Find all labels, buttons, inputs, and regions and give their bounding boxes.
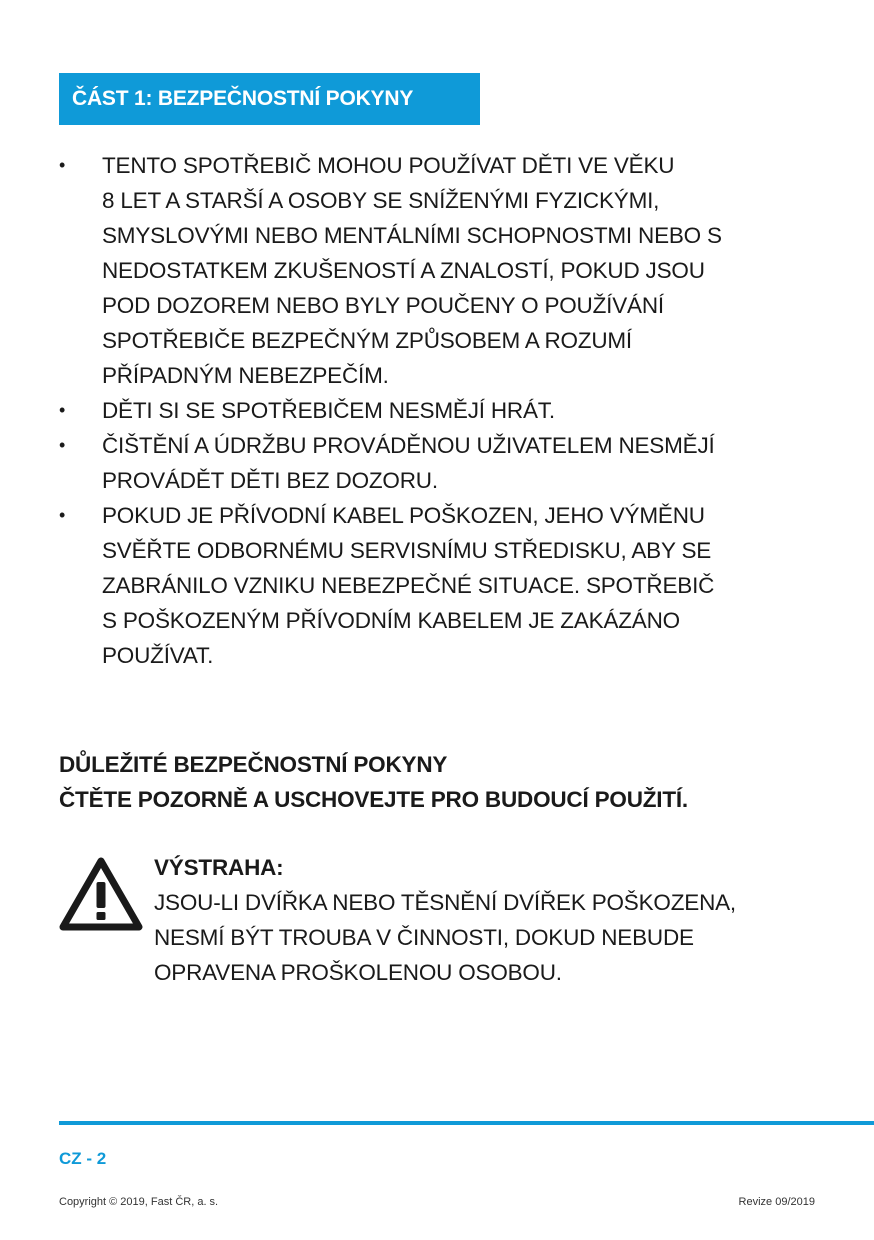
bullet-marker: • [59,505,66,525]
bullet-item [59,393,849,428]
safety-bullet-list [59,148,849,673]
warning-block [154,850,854,990]
important-line-1: DŮLEŽITÉ BEZPEČNOSTNÍ POKYNY [59,752,448,777]
bullet-line: PROVÁDĚT DĚTI BEZ DOZORU. [102,468,438,493]
warning-triangle-icon [59,857,143,931]
bullet-line: PŘÍPADNÝM NEBEZPEČÍM. [102,363,389,388]
important-line-2: ČTĚTE POZORNĚ A USCHOVEJTE PRO BUDOUCÍ POUŽITÍ. [59,787,688,812]
bullet-line: POKUD JE PŘÍVODNÍ KABEL POŠKOZEN, JEHO VÝMĚNU [102,503,705,528]
revision-text: Revize 09/2019 [738,1196,815,1208]
warning-title: VÝSTRAHA: [154,855,284,880]
bullet-line: DĚTI SI SE SPOTŘEBIČEM NESMĚJÍ HRÁT. [102,398,555,423]
bullet-line: NEDOSTATKEM ZKUŠENOSTÍ A ZNALOSTÍ, POKUD JSOU [102,258,705,283]
bullet-line: SMYSLOVÝMI NEBO MENTÁLNÍMI SCHOPNOSTMI NEBO S [102,223,722,248]
bullet-line: SPOTŘEBIČE BEZPEČNÝM ZPŮSOBEM A ROZUMÍ [102,328,632,353]
copyright-text: Copyright © 2019, Fast ČR, a. s. [59,1196,219,1208]
bullet-line: 8 LET A STARŠÍ A OSOBY SE SNÍŽENÝMI FYZICKÝMI, [102,188,660,213]
bullet-marker: • [59,435,66,455]
bullet-line: ČIŠTĚNÍ A ÚDRŽBU PROVÁDĚNOU UŽIVATELEM NESMĚJÍ [102,433,715,458]
footer-divider [59,1121,874,1125]
bullet-line: S POŠKOZENÝM PŘÍVODNÍM KABELEM JE ZAKÁZÁNO [102,608,680,633]
warning-line: JSOU-LI DVÍŘKA NEBO TĚSNĚNÍ DVÍŘEK POŠKOZENA, [154,890,736,915]
bullet-item [59,148,849,393]
bullet-marker: • [59,400,66,420]
section-title: ČÁST 1: BEZPEČNOSTNÍ POKYNY [59,73,480,125]
bullet-line: POD DOZOREM NEBO BYLY POUČENY O POUŽÍVÁNÍ [102,293,664,318]
bullet-item [59,428,849,498]
important-heading [59,747,859,817]
warning-line: NESMÍ BÝT TROUBA V ČINNOSTI, DOKUD NEBUDE [154,925,694,950]
bullet-item [59,498,849,673]
bullet-marker: • [59,155,66,175]
bullet-line: SVĚŘTE ODBORNÉMU SERVISNÍMU STŘEDISKU, ABY SE [102,538,712,563]
page-number: CZ - 2 [59,1149,107,1168]
bullet-line: POUŽÍVAT. [102,643,214,668]
bullet-line: TENTO SPOTŘEBIČ MOHOU POUŽÍVAT DĚTI VE VĚKU [102,153,675,178]
warning-line: OPRAVENA PROŠKOLENOU OSOBOU. [154,960,562,985]
bullet-line: ZABRÁNILO VZNIKU NEBEZPEČNÉ SITUACE. SPOTŘEBIČ [102,573,715,598]
